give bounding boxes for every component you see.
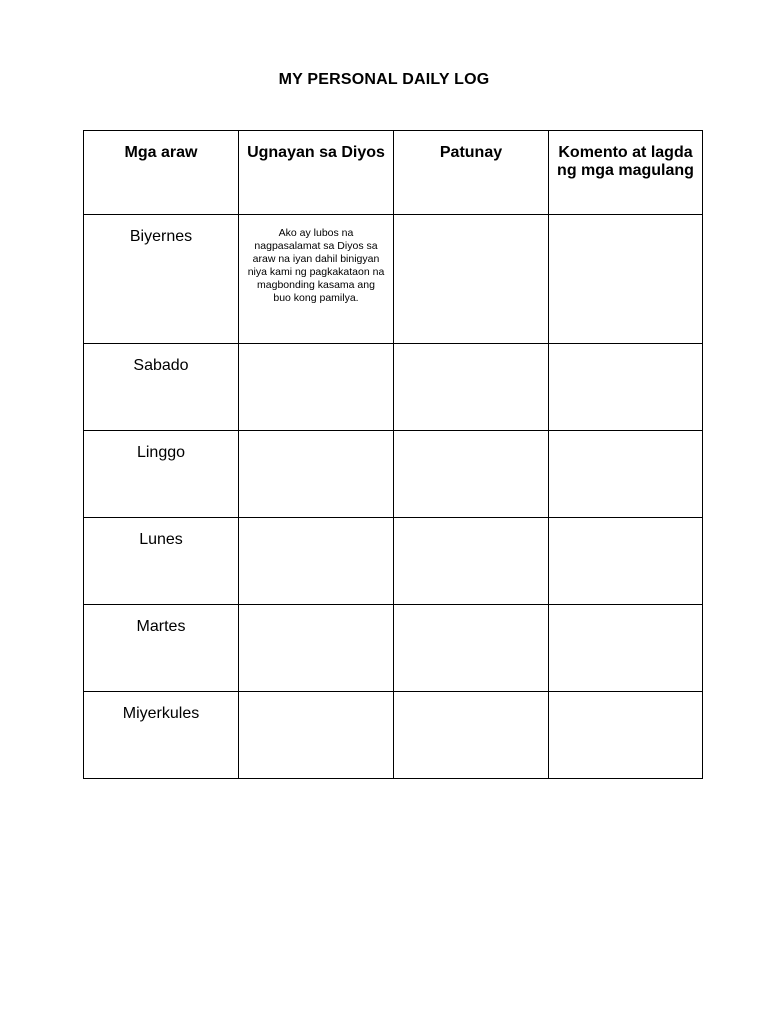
- day-cell: Lunes: [84, 518, 239, 605]
- patunay-cell: [394, 215, 549, 344]
- patunay-cell: [394, 692, 549, 779]
- column-header-ugnayan: Ugnayan sa Diyos: [239, 131, 394, 215]
- ugnayan-cell: [239, 518, 394, 605]
- ugnayan-cell: [239, 344, 394, 431]
- day-cell: Sabado: [84, 344, 239, 431]
- patunay-cell: [394, 518, 549, 605]
- table-row: [84, 431, 703, 518]
- ugnayan-cell: [239, 692, 394, 779]
- table-header-row: [84, 131, 703, 215]
- table-row: [84, 692, 703, 779]
- ugnayan-cell: Ako ay lubos na nagpasalamat sa Diyos sa araw na iyan dahil binigyan niya kami ng pagkakataon na magbonding kasama ang buo kong pamilya.: [239, 215, 394, 344]
- patunay-cell: [394, 431, 549, 518]
- komento-cell: [549, 215, 703, 344]
- table-row: [84, 518, 703, 605]
- page-title: MY PERSONAL DAILY LOG: [278, 71, 490, 88]
- column-header-mga-araw: Mga araw: [84, 131, 239, 215]
- day-cell: Biyernes: [84, 215, 239, 344]
- day-cell: Martes: [84, 605, 239, 692]
- komento-cell: [549, 431, 703, 518]
- table-row: [84, 344, 703, 431]
- komento-cell: [549, 344, 703, 431]
- daily-log-table: [83, 130, 703, 779]
- day-cell: Miyerkules: [84, 692, 239, 779]
- column-header-patunay: Patunay: [394, 131, 549, 215]
- komento-cell: [549, 692, 703, 779]
- patunay-cell: [394, 344, 549, 431]
- komento-cell: [549, 518, 703, 605]
- ugnayan-cell: [239, 605, 394, 692]
- patunay-cell: [394, 605, 549, 692]
- table-row: [84, 605, 703, 692]
- column-header-komento: Komento at lagda ng mga magulang: [549, 131, 703, 215]
- ugnayan-cell: [239, 431, 394, 518]
- komento-cell: [549, 605, 703, 692]
- table-row: [84, 215, 703, 344]
- day-cell: Linggo: [84, 431, 239, 518]
